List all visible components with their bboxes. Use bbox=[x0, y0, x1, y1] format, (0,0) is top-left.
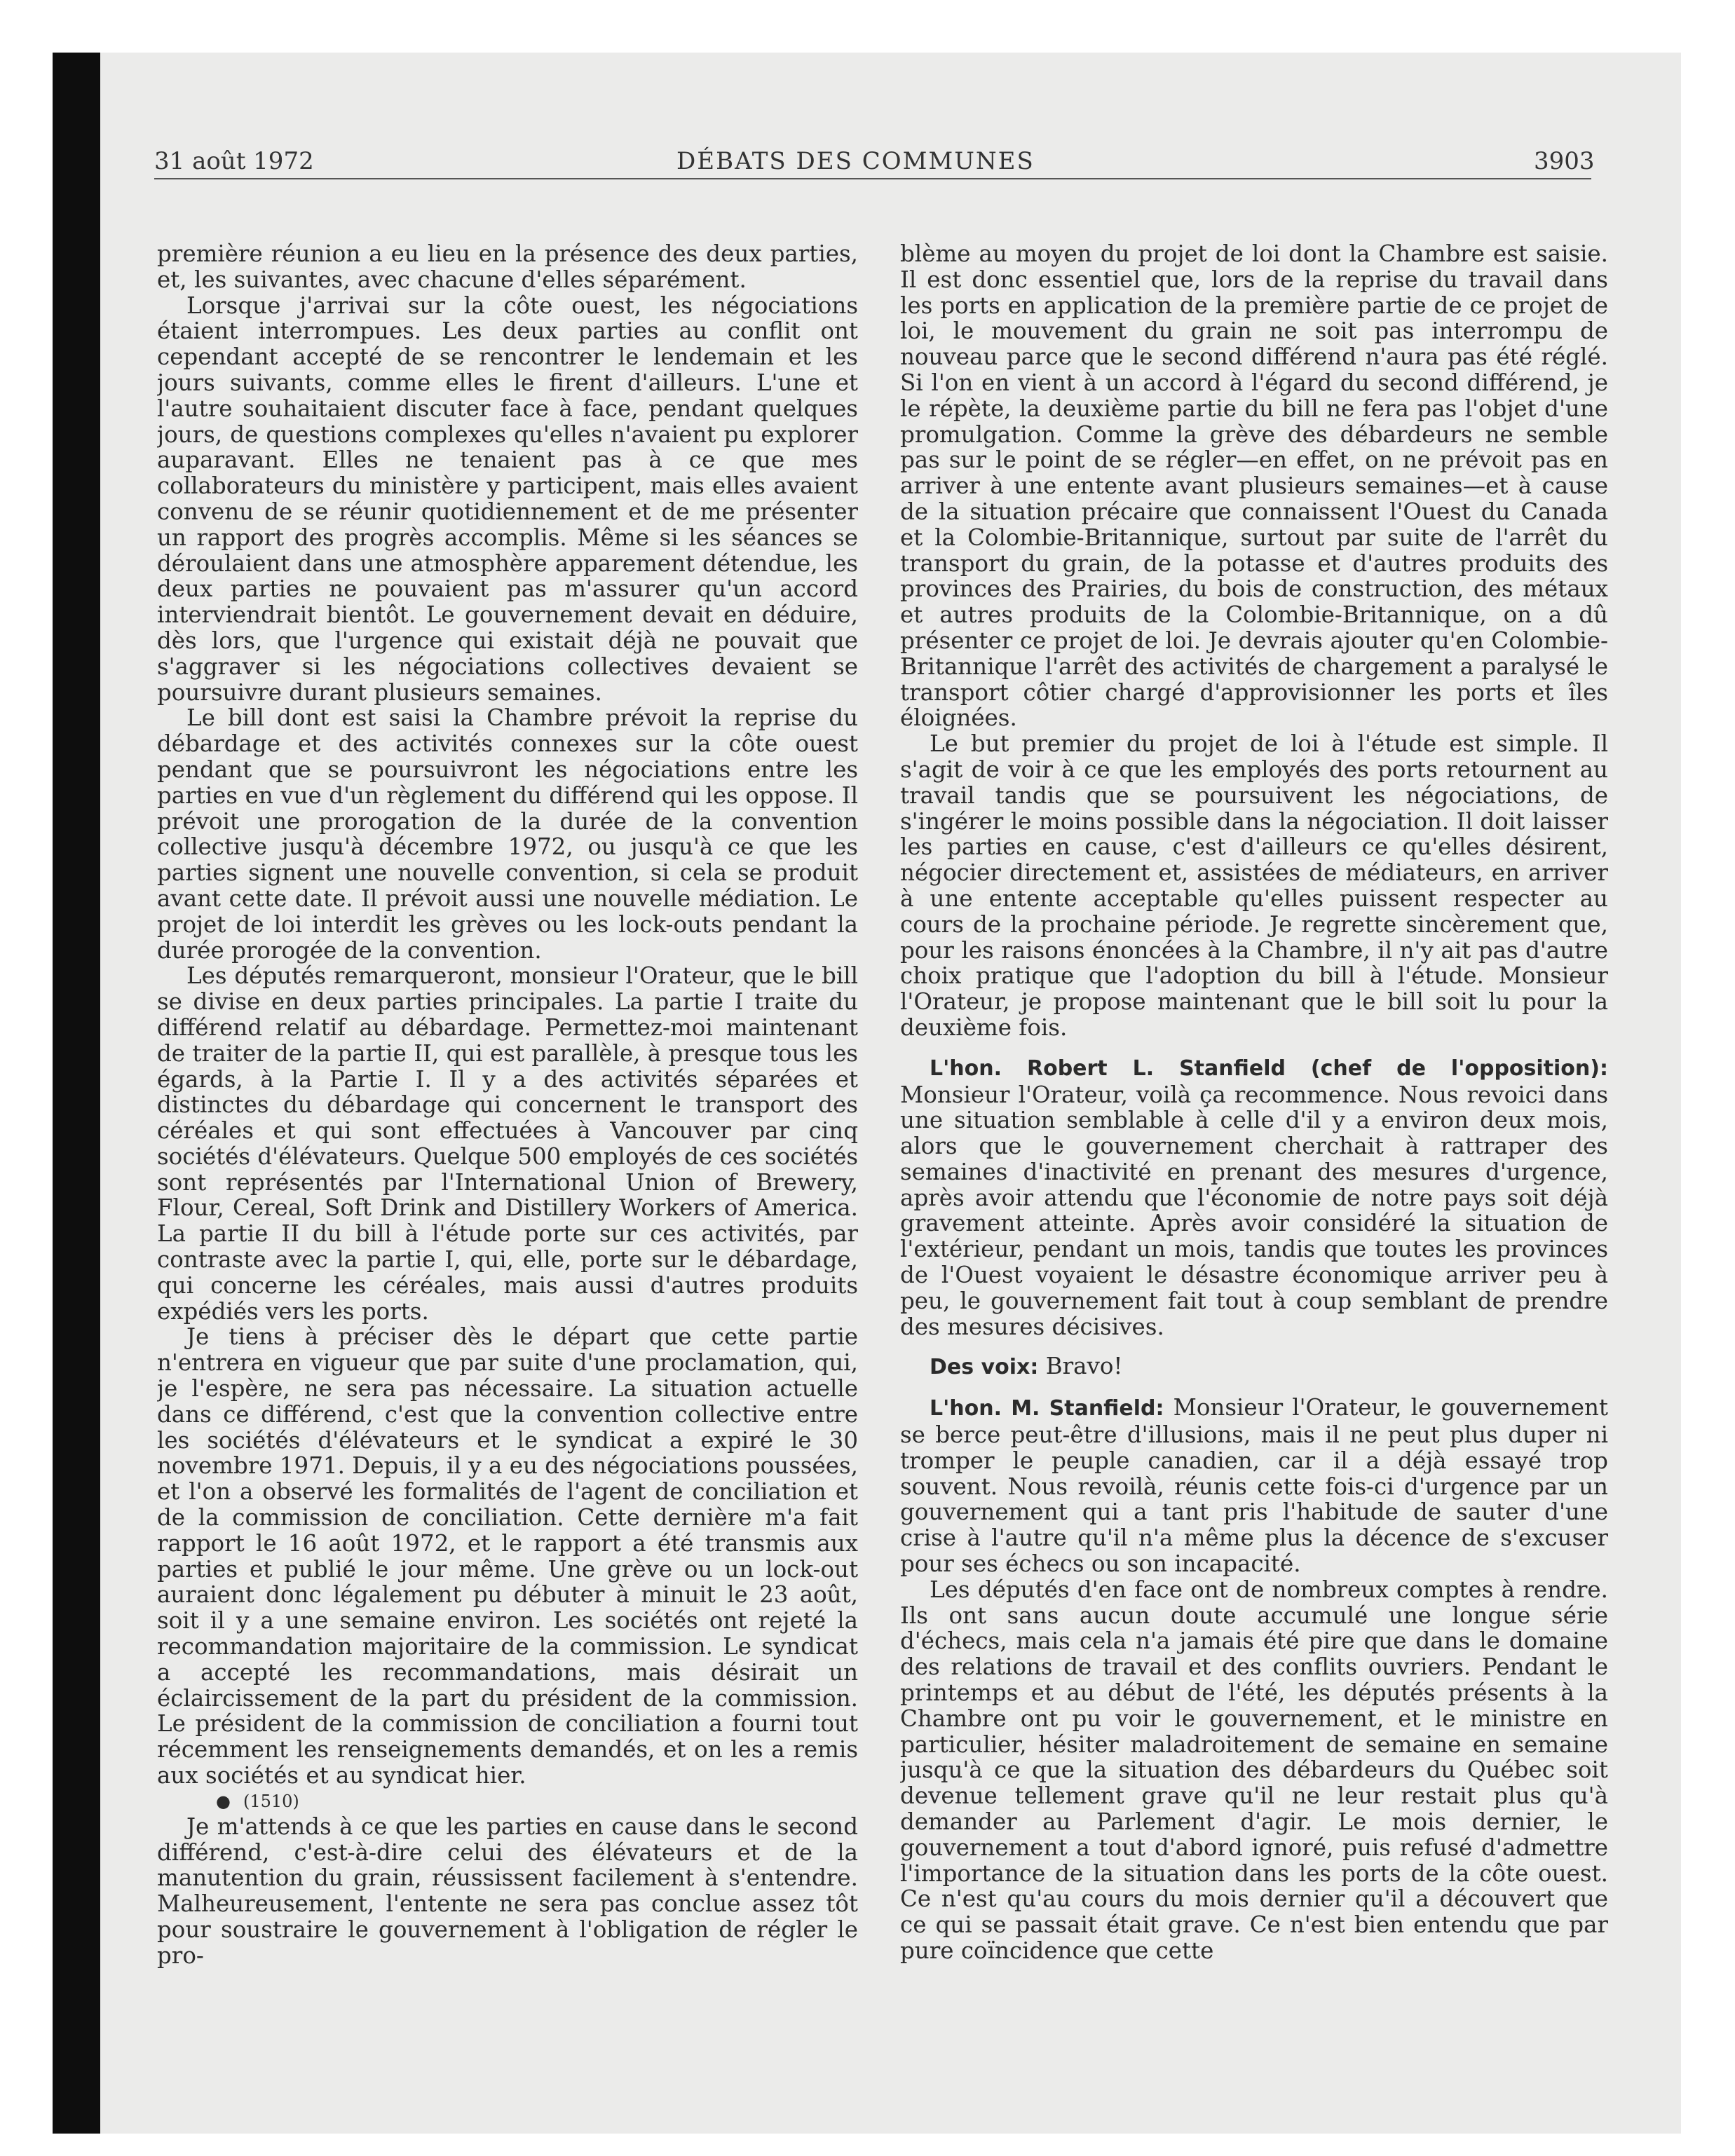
speaker-name: L'hon. M. Stanfield: bbox=[930, 1396, 1164, 1421]
time-stamp-text: (1510) bbox=[243, 1791, 299, 1811]
scan-binding-margin bbox=[53, 53, 100, 2134]
paragraph: Le but premier du projet de loi à l'étude est simple. Il s'agit de voir à ce que les employés des ports retournent au travail tandis que se poursuivent les négociations, de s'ingérer le moins possible dans la négociation. Il doit laisser les parties en cause, c'est d'ailleurs ce qu'elles désirent, négocier directement et, assistées de médiateurs, en arriver à une entente acceptable qu'elles puissent respecter au cours de la prochaine période. Je regrette sincèrement que, pour les raisons énoncées à la Chambre, il n'y ait pas d'autre choix pratique que l'adoption du bill à l'étude. Monsieur l'Orateur, je propose maintenant que le bill soit lu pour la deuxième fois. bbox=[900, 730, 1608, 1041]
interjection bbox=[900, 1353, 1608, 1381]
paragraph: Le bill dont est saisi la Chambre prévoit la reprise du débardage et des activités connexes sur la côte ouest pendant que se poursuivront les négociations entre les parties en vue d'un règlement du différend qui les oppose. Il prévoit une prorogation de la durée de la convention collective jusqu'à décembre 1972, ou jusqu'à ce que les parties signent une nouvelle convention, si cela se produit avant cette date. Il prévoit aussi une nouvelle médiation. Le projet de loi interdit les grèves ou les lock-outs pendant la durée prorogée de la convention. bbox=[157, 704, 858, 964]
interjection-text: Bravo! bbox=[1038, 1353, 1123, 1380]
speech-paragraph bbox=[900, 1055, 1608, 1340]
speaker-name: Des voix: bbox=[930, 1355, 1039, 1380]
left-column bbox=[157, 241, 858, 1993]
paragraph: Les députés d'en face ont de nombreux comptes à rendre. Ils ont sans aucun doute accumulé une longue série d'échecs, mais cela n'a jamais été pire que dans le domaine des relations de travail et des conflits ouvriers. Pendant le printemps et au début de l'été, les députés présents à la Chambre ont pu voir le gouvernement, et le ministre en particulier, hésiter maladroitement de semaine en semaine jusqu'à ce que la situation des débardeurs du Québec soit devenue tellement grave qu'il ne leur restait plus qu'à demander au Parlement d'agir. Le mois dernier, le gouvernement a tout d'abord ignoré, puis refusé d'admettre l'importance de la situation dans les ports de la côte ouest. Ce n'est qu'au cours du mois dernier qu'il a découvert que ce qui se passait était grave. Ce n'est bien entendu que par pure coïncidence que cette bbox=[900, 1576, 1608, 1964]
bullet-icon: ● bbox=[216, 1791, 231, 1811]
paragraph: blème au moyen du projet de loi dont la Chambre est saisie. Il est donc essentiel que, lors de la reprise du travail dans les ports en application de la première partie de ce projet de loi, le mouvement du grain ne soit pas interrompu de nouveau parce que le second différend n'aura pas été réglé. Si l'on en vient à un accord à l'égard du second différend, je le répète, la deuxième partie du bill ne fera pas l'objet d'une promulgation. Comme la grève des débardeurs ne semble pas sur le point de se régler—en effet, on ne prévoit pas en arriver à une entente avant plusieurs semaines—et à cause de la situation précaire que connaissent l'Ouest du Canada et la Colombie-Britannique, surtout par suite de l'arrêt du transport du grain, de la potasse et d'autres produits des provinces des Prairies, du bois de construction, des métaux et autres produits de la Colombie-Britannique, on a dû présenter ce projet de loi. Je devrais ajouter qu'en Colombie-Britannique l'arrêt des activités de chargement a paralysé le transport côtier chargé d'approvisionner les ports et îles éloignées. bbox=[900, 241, 1608, 732]
speech-paragraph bbox=[900, 1395, 1608, 1577]
speech-text: Monsieur l'Orateur, le gouvernement se berce peut-être d'illusions, mais il ne peut plus duper ni tromper le peuple canadien, car il a déjà essayé trop souvent. Nous revoilà, réunis cette fois-ci d'urgence par un gouvernement qui a tant pris l'habitude de sauter d'une crise à l'autre qu'il n'a même plus la décence de s'excuser pour ses échecs ou son incapacité. bbox=[900, 1394, 1608, 1578]
speaker-name: L'hon. Robert L. Stanfield (chef de l'opposition): bbox=[930, 1056, 1608, 1081]
paragraph: Lorsque j'arrivai sur la côte ouest, les négociations étaient interrompues. Les deux parties au conflit ont cependant accepté de se rencontrer le lendemain et les jours suivants, comme elles le firent d'ailleurs. L'une et l'autre souhaitaient discuter face à face, pendant quelques jours, de questions complexes qu'elles n'avaient pu explorer auparavant. Elles ne tenaient pas à ce que mes collaborateurs du ministère y participent, mais elles avaient convenu de se réunir quotidiennement et de me présenter un rapport des progrès accomplis. Même si les séances se déroulaient dans une atmosphère apparement détendue, les deux parties ne pouvaient pas m'assurer qu'un accord interviendrait bientôt. Le gouvernement devait en déduire, dès lors, que l'urgence qui existait déjà ne pouvait que s'aggraver si les négociations collectives devaient se poursuivre durant plusieurs semaines. bbox=[157, 292, 858, 706]
header-rule bbox=[154, 178, 1591, 179]
paragraph: Je m'attends à ce que les parties en cause dans le second différend, c'est-à-dire celui des élévateurs et de la manutention du grain, réussissent facilement à s'entendre. Malheureusement, l'entente ne sera pas conclue assez tôt pour soustraire le gouvernement à l'obligation de régler le pro- bbox=[157, 1813, 858, 1969]
right-column bbox=[900, 241, 1608, 1993]
paragraph: première réunion a eu lieu en la présence des deux parties, et, les suivantes, avec chacune d'elles séparément. bbox=[157, 241, 858, 293]
header-date: 31 août 1972 bbox=[154, 147, 314, 175]
paragraph: Les députés remarqueront, monsieur l'Orateur, que le bill se divise en deux parties principales. La partie I traite du différend relatif au débardage. Permettez-moi maintenant de traiter de la partie II, qui est parallèle, à presque tous les égards, à la Partie I. Il y a des activités séparées et distinctes du débardage qui concernent le transport des céréales et qui sont effectuées à Vancouver par cinq sociétés d'élévateurs. Quelque 500 employés de ces sociétés sont représentés par l'International Union of Brewery, Flour, Cereal, Soft Drink and Distillery Workers of America. La partie II du bill à l'étude porte sur ces activités, par contraste avec la partie I, qui, elle, porte sur le débardage, qui concerne les céréales, mais aussi d'autres produits expédiés vers les ports. bbox=[157, 962, 858, 1325]
speech-text: Monsieur l'Orateur, voilà ça recommence. Nous revoici dans une situation semblable à celle d'il y a environ deux mois, alors que le gouvernement cherchait à rattraper des semaines d'inactivité en prenant des mesures d'urgence, après avoir attendu que l'économie de notre pays soit déjà gravement atteinte. Après avoir considéré la situation de l'extérieur, pendant un mois, tandis que toutes les provinces de l'Ouest voyaient le désastre économique arriver peu à peu, le gouvernement fait tout à coup semblant de prendre des mesures décisives. bbox=[900, 1081, 1608, 1340]
paragraph: Je tiens à préciser dès le départ que cette partie n'entrera en vigueur que par suite d'une proclamation, qui, je l'espère, ne sera pas nécessaire. La situation actuelle dans ce différend, c'est que la convention collective entre les sociétés d'élévateurs et le syndicat a expiré le 30 novembre 1971. Depuis, il y a eu des négociations poussées, et l'on a observé les formalités de l'agent de conciliation et de la commission de conciliation. Cette dernière m'a fait rapport le 16 août 1972, et le rapport a été transmis aux parties et publié le jour même. Une grève ou un lock-out auraient donc légalement pu débuter à minuit le 23 août, soit il y a une semaine environ. Les sociétés ont rejeté la recommandation majoritaire de la commission. Le syndicat a accepté les recommandations, mais désirait un éclaircissement de la part du président de la commission. Le président de la commission de conciliation a fourni tout récemment les renseignements demandés, et on les a remis aux sociétés et au syndicat hier. bbox=[157, 1323, 858, 1789]
header-page-number: 3903 bbox=[1534, 147, 1595, 175]
time-stamp bbox=[157, 1789, 858, 1814]
header-title: DÉBATS DES COMMUNES bbox=[676, 147, 1035, 175]
